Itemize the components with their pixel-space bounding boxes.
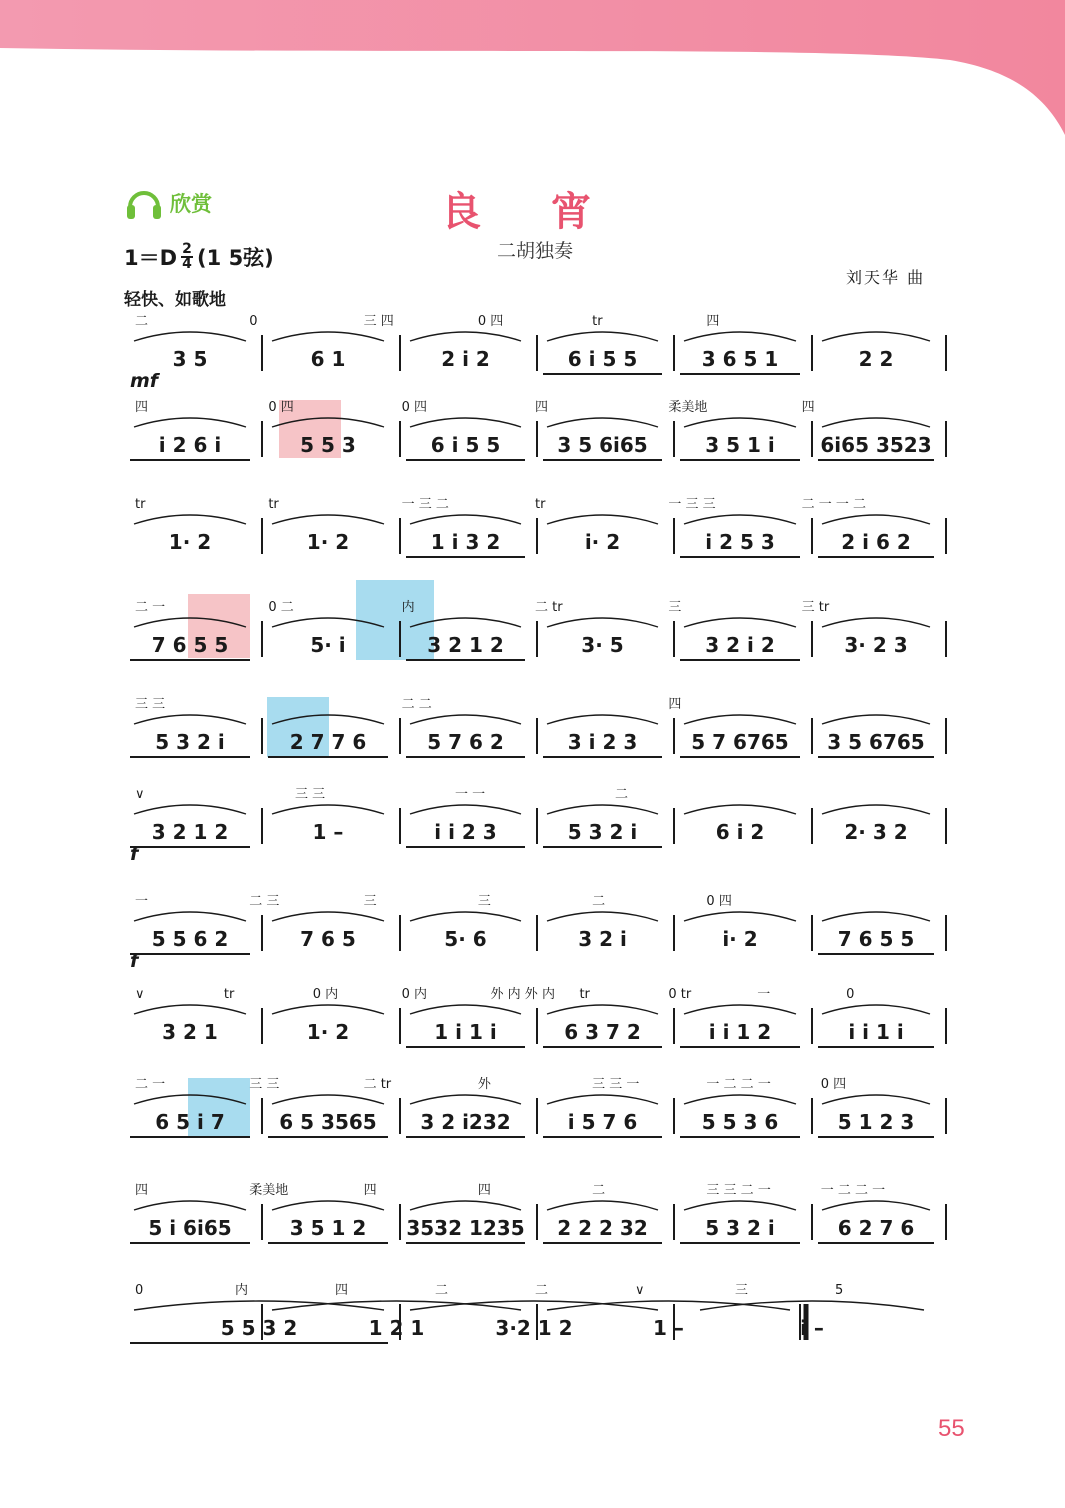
slur xyxy=(272,515,384,524)
fingering-mark: tr xyxy=(592,314,603,329)
measure-notes: 2· 3 2 xyxy=(844,820,908,844)
slur xyxy=(822,332,930,341)
measure-notes: i – xyxy=(800,1316,824,1340)
slur xyxy=(134,515,246,524)
page-title: 良 宵 xyxy=(441,189,619,235)
dynamic-mark: f xyxy=(130,950,139,972)
fingering-mark: 四 xyxy=(535,400,549,415)
measure-notes: i· 2 xyxy=(584,530,621,554)
fingering-mark: 二 一 xyxy=(135,1077,166,1092)
time-bottom: 4 xyxy=(182,256,192,272)
fingering-mark: 0 内 xyxy=(401,987,428,1002)
slur xyxy=(700,1301,924,1310)
fingering-mark: 柔美地 xyxy=(668,400,708,415)
measure-notes: 3 2 i232 xyxy=(420,1110,511,1134)
slur xyxy=(410,1095,521,1104)
slur xyxy=(134,912,246,921)
measure-notes: 1· 2 xyxy=(168,530,212,554)
slur xyxy=(684,715,796,724)
fingering-mark: 四 xyxy=(668,697,682,712)
slur xyxy=(410,515,521,524)
fingering-mark: 二 三 xyxy=(249,894,280,909)
fingering-mark: tr xyxy=(535,497,546,512)
measure-notes: 3 5 1 i xyxy=(705,433,775,457)
key-prefix: 1＝D xyxy=(124,246,178,270)
highlight-box xyxy=(356,580,434,660)
measure-notes: 5 5 3 xyxy=(300,433,356,457)
slur xyxy=(822,715,930,724)
fingering-mark: 三 四 xyxy=(363,314,394,329)
slur xyxy=(547,618,658,627)
fingering-mark: tr xyxy=(135,497,146,512)
measure-notes: 3 5 6i65 xyxy=(557,433,648,457)
measure-notes: i· 2 xyxy=(722,927,758,951)
slur xyxy=(684,618,796,627)
slur xyxy=(410,418,521,427)
fingering-mark: 0 xyxy=(846,987,855,1002)
measure-notes: 6i65 3523 xyxy=(820,433,932,457)
slur xyxy=(410,912,521,921)
measure-notes: 3 2 1 2 xyxy=(427,633,504,657)
fingering-mark: 一 三 二 xyxy=(401,497,449,512)
fingering-mark: 四 xyxy=(706,314,720,329)
fingering-mark: 一 一 xyxy=(455,787,486,802)
slur xyxy=(272,805,384,814)
fingering-mark: 一 二 二 一 xyxy=(706,1077,771,1092)
fingering-mark: tr xyxy=(579,987,590,1002)
slur xyxy=(134,715,246,724)
measure-notes: 3· 5 xyxy=(581,633,624,657)
fingering-mark: 四 xyxy=(363,1183,377,1198)
fingering-mark: 四 xyxy=(135,400,149,415)
measure-notes: 7 6 5 5 xyxy=(837,927,915,951)
measure-notes: 3 5 1 2 xyxy=(289,1216,367,1240)
measure-notes: 3· 2 3 xyxy=(844,633,908,657)
fingering-mark: 四 xyxy=(477,1183,491,1198)
measure-notes: 5 5 3 6 xyxy=(701,1110,779,1134)
fingering-mark: 5 xyxy=(835,1283,844,1298)
slur xyxy=(410,1005,521,1014)
measure-notes: 3 2 1 xyxy=(162,1020,218,1044)
slur xyxy=(134,1201,246,1210)
measure-notes: i 5 7 6 xyxy=(567,1110,638,1134)
fingering-mark: 三 xyxy=(735,1283,749,1298)
fingering-mark: 内 xyxy=(235,1283,249,1298)
measure-notes: 5 7 6765 xyxy=(691,730,789,754)
measure-notes: 1 2 1 xyxy=(368,1316,425,1340)
fingering-mark: 三 三 xyxy=(135,697,166,712)
measure-notes: 2 i 2 xyxy=(441,347,490,371)
fingering-mark: 二 xyxy=(592,1183,606,1198)
slur xyxy=(410,805,521,814)
measure-notes: 6 3 7 2 xyxy=(564,1020,641,1044)
slur xyxy=(134,418,246,427)
measure-notes: i i 1 i xyxy=(848,1020,904,1044)
measure-notes: 5 3 2 i xyxy=(705,1216,775,1240)
measure-notes: i 2 6 i xyxy=(158,433,222,457)
fingering-mark: 一 二 二 一 xyxy=(820,1183,886,1198)
measure-notes: 1 – xyxy=(653,1316,684,1340)
measure-notes: 6 1 xyxy=(310,347,346,371)
fingering-mark: 内 xyxy=(401,600,415,615)
composer: 刘天华 曲 xyxy=(846,268,926,287)
slur xyxy=(272,1201,384,1210)
fingering-mark: 三 三 xyxy=(295,787,326,802)
measure-notes: 6 5 i 7 xyxy=(155,1110,225,1134)
measure-notes: 2 7 7 6 xyxy=(289,730,367,754)
fingering-mark: 0 xyxy=(249,314,258,329)
dynamic-mark: f xyxy=(130,843,139,865)
fingering-mark: 二 xyxy=(615,787,629,802)
dynamic-mark: mf xyxy=(130,370,159,392)
page-number: 55 xyxy=(938,1415,965,1442)
slur xyxy=(547,1201,658,1210)
measure-notes: 5 1 2 3 xyxy=(837,1110,915,1134)
slur xyxy=(547,912,658,921)
slur xyxy=(822,912,930,921)
fingering-mark: 0 四 xyxy=(477,314,504,329)
measure-notes: 2 i 6 2 xyxy=(841,530,911,554)
measure-notes: i 2 5 3 xyxy=(705,530,775,554)
measure-notes: 6 2 7 6 xyxy=(837,1216,915,1240)
measure-notes: 2 2 2 32 xyxy=(557,1216,648,1240)
fingering-mark: 0 tr xyxy=(668,987,692,1002)
measure-notes: 3532 1235 xyxy=(406,1216,525,1240)
measure-notes: 6 5 3565 xyxy=(279,1110,377,1134)
slur xyxy=(410,332,521,341)
measure-notes: 6 i 5 5 xyxy=(430,433,501,457)
fingering-mark: 0 四 xyxy=(401,400,428,415)
fingering-mark: ∨ xyxy=(135,987,145,1002)
fingering-mark: 二 xyxy=(135,314,149,329)
fingering-mark: 三 三 二 一 xyxy=(706,1183,771,1198)
fingering-mark: 四 xyxy=(801,400,815,415)
slur xyxy=(134,805,246,814)
fingering-mark: 二 xyxy=(535,1283,549,1298)
measure-notes: i i 1 2 xyxy=(708,1020,772,1044)
fingering-mark: 柔美地 xyxy=(249,1183,289,1198)
fingering-mark: 0 四 xyxy=(706,894,732,909)
measure-notes: 5· 6 xyxy=(444,927,487,951)
measure-notes: 2 2 xyxy=(858,347,894,371)
fingering-mark: 一 xyxy=(135,894,149,909)
measure-notes: 1 i 1 i xyxy=(434,1020,497,1044)
tempo-marking: 轻快、如歌地 xyxy=(124,290,226,310)
fingering-mark: 三 xyxy=(477,894,491,909)
measure-notes: 5 7 6 2 xyxy=(427,730,504,754)
fingering-mark: 二 tr xyxy=(535,600,563,615)
fingering-mark: 三 tr xyxy=(801,600,830,615)
measure-notes: 3 2 1 2 xyxy=(151,820,229,844)
fingering-mark: 三 xyxy=(668,600,682,615)
measure-notes: 5· i xyxy=(310,633,346,657)
measure-notes: 6 i 5 5 xyxy=(567,347,638,371)
measure-notes: 3 5 xyxy=(172,347,208,371)
measure-notes: 5 3 2 i xyxy=(155,730,225,754)
fingering-mark: ∨ xyxy=(135,787,145,802)
fingering-mark: tr xyxy=(223,987,235,1002)
fingering-mark: 一 xyxy=(757,987,771,1002)
measure-notes: 3 2 i xyxy=(578,927,627,951)
slur xyxy=(684,515,796,524)
slur xyxy=(547,515,658,524)
slur xyxy=(272,1095,384,1104)
slur xyxy=(822,1005,930,1014)
measure-notes: 3 5 6765 xyxy=(827,730,925,754)
slur xyxy=(272,912,384,921)
slur xyxy=(684,805,796,814)
measure-notes: 5 i 6i65 xyxy=(148,1216,232,1240)
fingering-mark: 三 三 xyxy=(249,1077,280,1092)
fingering-mark: 四 xyxy=(335,1283,349,1298)
fingering-mark: 二 一 一 二 xyxy=(801,497,867,512)
fingering-mark: ∨ xyxy=(635,1283,645,1298)
fingering-mark: 外 内 外 内 xyxy=(490,987,555,1002)
slur xyxy=(547,805,658,814)
fingering-mark: tr xyxy=(268,497,279,512)
slur xyxy=(272,1005,384,1014)
slur xyxy=(272,332,384,341)
fingering-mark: 二 一 xyxy=(135,600,166,615)
slur xyxy=(684,912,796,921)
slur xyxy=(822,418,930,427)
slur xyxy=(547,715,658,724)
measure-notes: 5 5 6 2 xyxy=(151,927,229,951)
slur xyxy=(547,332,658,341)
slur xyxy=(822,1201,930,1210)
measure-notes: 1 i 3 2 xyxy=(430,530,501,554)
measure-notes: 1· 2 xyxy=(306,530,350,554)
fingering-mark: 三 xyxy=(363,894,377,909)
fingering-mark: 外 xyxy=(477,1077,491,1092)
measure-notes: 3 i 2 3 xyxy=(567,730,638,754)
slur xyxy=(822,1095,930,1104)
slur xyxy=(822,618,930,627)
slur xyxy=(410,1201,521,1210)
fingering-mark: 0 四 xyxy=(268,400,294,415)
fingering-mark: 四 xyxy=(135,1183,149,1198)
measure-notes: 3 2 i 2 xyxy=(705,633,775,657)
measure-notes: 3·2 1 2 xyxy=(495,1316,573,1340)
string-tuning: (1 5弦) xyxy=(197,246,274,270)
measure-notes: 7 6 5 5 xyxy=(151,633,229,657)
measure-notes: i i 2 3 xyxy=(434,820,497,844)
time-top: 2 xyxy=(182,241,192,257)
measure-notes: 5 5 3 2 xyxy=(220,1316,298,1340)
measure-notes: 1 – xyxy=(312,820,344,844)
fingering-mark: 二 xyxy=(435,1283,449,1298)
fingering-mark: 一 三 三 xyxy=(668,497,716,512)
slur xyxy=(684,1201,796,1210)
fingering-mark: 0 四 xyxy=(820,1077,847,1092)
fingering-mark: 0 二 xyxy=(268,600,294,615)
slur xyxy=(822,805,930,814)
slur xyxy=(134,332,246,341)
fingering-mark: 0 xyxy=(135,1283,144,1298)
slur xyxy=(547,1005,658,1014)
page-subtitle: 二胡独奏 xyxy=(496,240,573,262)
fingering-mark: 三 三 一 xyxy=(592,1077,640,1092)
slur xyxy=(684,418,796,427)
fingering-mark: 0 内 xyxy=(312,987,339,1002)
slur xyxy=(822,515,930,524)
slur xyxy=(134,1005,246,1014)
measure-notes: 7 6 5 xyxy=(300,927,356,951)
measure-notes: 5 3 2 i xyxy=(567,820,638,844)
slur xyxy=(684,1005,796,1014)
slur xyxy=(410,715,521,724)
fingering-mark: 二 二 xyxy=(401,697,432,712)
fingering-mark: 二 xyxy=(592,894,606,909)
slur xyxy=(684,1095,796,1104)
measure-notes: 1· 2 xyxy=(306,1020,350,1044)
slur xyxy=(684,332,796,341)
slur xyxy=(547,418,658,427)
section-label-text: 欣赏 xyxy=(170,192,212,216)
slur xyxy=(547,1095,658,1104)
measure-notes: 6 i 2 xyxy=(715,820,765,844)
measure-notes: 3 6 5 1 xyxy=(701,347,779,371)
fingering-mark: 二 tr xyxy=(363,1077,392,1092)
